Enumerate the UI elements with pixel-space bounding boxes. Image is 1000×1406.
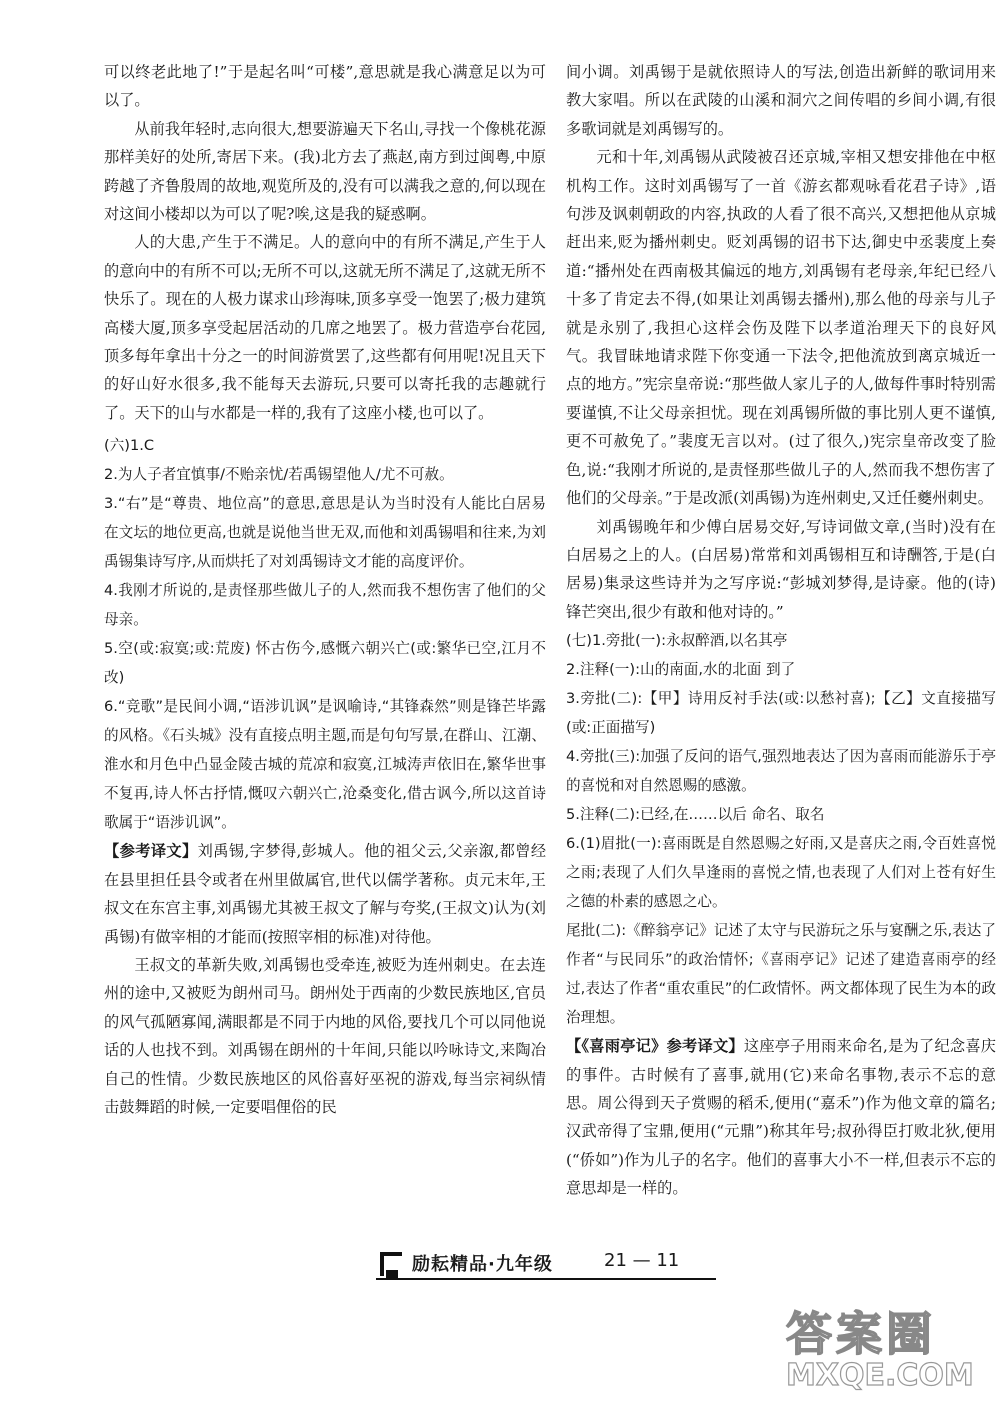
reference-translation <box>104 837 546 951</box>
answer-item: 2.为人子者宜慎事/不贻亲忧/若禹锡望他人/尤不可赦。 <box>104 466 454 484</box>
translation-paragraph: 可以终老此地了!”于是起名叫“可楼”,意思就是我心满意足以为可以了。 <box>104 63 546 110</box>
answer-item: 6.“竞歌”是民间小调,“语涉讥讽”是讽喻诗,“其锋森然”则是锋芒毕露的风格。《石头城》没有直接点明主题,而是句句写景,在群山、江潮、淮水和月色中凸显金陵古城的荒凉和寂寞,江城涛声依旧在,繁华世事不复再,诗人怀古抒情,慨叹六朝兴亡,沧桑变化,借古讽今,所以这首诗歌属于“语涉讥讽”。 <box>104 698 546 832</box>
answer-item: 4.我刚才所说的,是责怪那些做儿子的人,然而我不想伤害了他们的父母亲。 <box>104 582 546 629</box>
watermark-url: MXQE.COM <box>786 1358 974 1393</box>
footer-brand: 励耘精品·九年级 <box>412 1254 553 1275</box>
reference-text: 这座亭子用雨来命名,是为了纪念喜庆的事件。古时候有了喜事,就用(它)来命名事物,表示不忘的意思。周公得到天子赏赐的稻禾,便用(“嘉禾”)作为他文章的篇名;汉武帝得了宝鼎,便用(“元鼎”)称其年号;叔孙得臣打败北狄,便用(“侨如”)作为儿子的名字。他们的喜事大小不一样,但表示不忘的意思却是一样的。 <box>566 1037 996 1198</box>
answer-item: 5.空(或:寂寞;或:荒废) 怀古伤今,感慨六朝兴亡(或:繁华已空,江月不改) <box>104 640 546 687</box>
answer-item: 3.旁批(二):【甲】诗用反衬手法(或:以愁衬喜);【乙】文直接描写(或:正面描写) <box>566 690 996 737</box>
watermark-logo: 答案圈 <box>786 1307 936 1361</box>
watermark <box>786 1298 996 1398</box>
answer-item: (七)1.旁批(一):永叔醉酒,以名其亭 <box>566 632 788 650</box>
footer-rule <box>376 1278 716 1280</box>
translation-paragraph: 间小调。刘禹锡于是就依照诗人的写法,创造出新鲜的歌词用来教大家唱。所以在武陵的山溪和洞穴之间传唱的乡间小调,有很多歌词就是刘禹锡写的。 <box>566 63 996 138</box>
answer-item: 尾批(二):《醉翁亭记》记述了太守与民游玩之乐与宴酬之乐,表达了作者“与民同乐”的政治情怀;《喜雨亭记》记述了建造喜雨亭的经过,表达了作者“重农重民”的仁政情怀。两文都体现了民生为本的政治理想。 <box>566 922 996 1027</box>
page-number: 21 — 11 <box>604 1250 680 1271</box>
answer-item: 6.(1)眉批(一):喜雨既是自然恩赐之好雨,又是喜庆之雨,令百姓喜悦之雨;表现了人们久旱逢雨的喜悦之情,也表现了人们对上苍有好生之德的朴素的感恩之心。 <box>566 835 996 911</box>
answer-item: 5.注释(二):已经,在……以后 命名、取名 <box>566 806 825 824</box>
page-footer <box>376 1240 716 1284</box>
answer-item: 4.旁批(三):加强了反问的语气,强烈地表达了因为喜雨而能游乐于亭的喜悦和对自然恩赐的感激。 <box>566 748 996 795</box>
translation-paragraph: 王叔文的革新失败,刘禹锡也受牵连,被贬为连州刺史。在去连州的途中,又被贬为朗州司马。朗州处于西南的少数民族地区,官员的风气孤陋寡闻,满眼都是不同于内地的风俗,要找几个可以同他说话的人也找不到。刘禹锡在朗州的十年间,只能以吟咏诗文,来陶冶自己的性情。少数民族地区的风俗喜好巫祝的游戏,每当宗祠纵情击鼓舞蹈的时候,一定要唱俚俗的民 <box>104 955 546 1116</box>
answer-item: 3.“右”是“尊贵、地位高”的意思,意思是认为当时没有人能比白居易在文坛的地位更高,也就是说他当世无双,而他和刘禹锡唱和往来,为刘禹锡集诗写序,从而烘托了对刘禹锡诗文才能的高度评价。 <box>104 495 546 571</box>
left-column <box>104 58 546 1121</box>
answer-item: (六)1.C <box>104 437 155 455</box>
right-column <box>566 58 996 1203</box>
reference-text: 刘禹锡,字梦得,彭城人。他的祖父云,父亲溆,都曾经在县里担任县令或者在州里做属官,世代以儒学著称。贞元末年,王叔文在东宫主事,刘禹锡尤其被王叔文了解与夸奖,(王叔文)认为(刘禹锡)有做宰相的才能而(按照宰相的标准)对待他。 <box>104 842 547 946</box>
answer-item: 2.注释(一):山的南面,水的北面 到了 <box>566 661 796 679</box>
translation-paragraph: 人的大患,产生于不满足。人的意向中的有所不满足,产生于人的意向中的有所不可以;无所不可以,这就无所不满足了,这就无所不快乐了。现在的人极力谋求山珍海味,顶多享受一饱罢了;极力建筑高楼大厦,顶多享受起居活动的几席之地罢了。极力营造亭台花园,顶多每年拿出十分之一的时间游赏罢了,这些都有何用呢!况且天下的好山好水很多,我不能每天去游玩,只要可以寄托我的志趣就行了。天下的山与水都是一样的,我有了这座小楼,也可以了。 <box>104 233 546 422</box>
translation-paragraph: 刘禹锡晚年和少傅白居易交好,写诗词做文章,(当时)没有在白居易之上的人。(白居易)常常和刘禹锡相互和诗酬答,于是(白居易)集录这些诗并为之写序说:“彭城刘梦得,是诗豪。他的(诗)锋芒突出,很少有敢和他对诗的。” <box>566 517 996 621</box>
reference-label: 【《喜雨亭记》参考译文】 <box>566 1037 744 1056</box>
reference-translation <box>566 1032 996 1202</box>
translation-paragraph: 从前我年轻时,志向很大,想要游遍天下名山,寻找一个像桃花源那样美好的处所,寄居下来。(我)北方去了燕赵,南方到过闽粤,中原跨越了齐鲁殷周的故地,观览所及的,没有可以满我之意的,何以现在对这间小楼却以为可以了呢?唉,这是我的疑惑啊。 <box>104 119 546 224</box>
corner-bracket-icon <box>380 1252 402 1276</box>
translation-paragraph: 元和十年,刘禹锡从武陵被召还京城,宰相又想安排他在中枢机构工作。这时刘禹锡写了一首《游玄都观咏看花君子诗》,语句涉及讽刺朝政的内容,执政的人看了很不高兴,又想把他从京城赶出来,贬为播州刺史。贬刘禹锡的诏书下达,御史中丞裴度上奏道:“播州处在西南极其偏远的地方,刘禹锡有老母亲,年纪已经八十多了肯定去不得,(如果让刘禹锡去播州),那么他的母亲与儿子就是永别了,我担心这样会伤及陛下以孝道治理天下的良好风气。我冒昧地请求陛下你变通一下法令,把他流放到离京城近一点的地方。”宪宗皇帝说:“那些做人家儿子的人,做每件事时特别需要谨慎,不让父母亲担忧。现在刘禹锡所做的事比别人更不谨慎,更不可赦免了。”裴度无言以对。(过了很久,)宪宗皇帝改变了脸色,说:“我刚才所说的,是责怪那些做儿子的人,然而我不想伤害了他们的父母亲。”于是改派(刘禹锡)为连州刺史,又迁任夔州刺史。 <box>566 148 996 508</box>
reference-label: 【参考译文】 <box>104 842 198 861</box>
